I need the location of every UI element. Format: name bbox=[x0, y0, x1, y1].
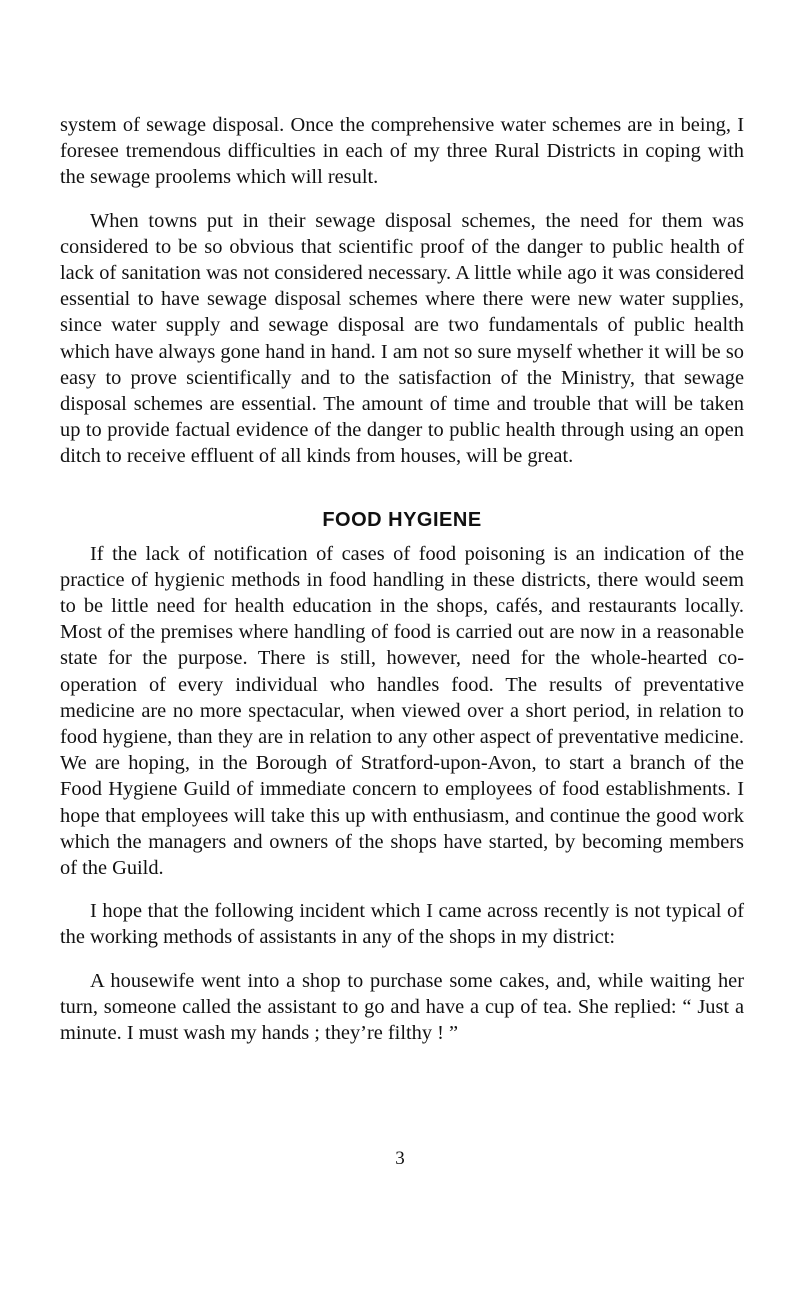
page-number: 3 bbox=[395, 1148, 405, 1169]
paragraph-food-hygiene: If the lack of notification of cases of food poisoning is an indication of the practice of hygienic methods in food handling in these districts, there would seem to be little need for health education in the shops, cafés, and restaurants locally. Most of the premises where handling of food is carried out are now in a reasonable state for the purpose. There is still, however, need for the whole-hearted co-operation of every individual who handles food. The results of preventative medicine are no more spectacular, when viewed over a short period, in relation to food hygiene, than they are in relation to any other aspect of preventative medicine. We are hoping, in the Borough of Stratford-upon-Avon, to start a branch of the Food Hygiene Guild of immediate concern to employees of food establishments. I hope that employees will take this up with enthusiasm, and continue the good work which the managers and owners of the shops have started, by becoming members of the Guild. bbox=[60, 542, 744, 880]
paragraph-incident-story: A housewife went into a shop to purchase some cakes, and, while waiting her turn, someone called the assistant to go and have a cup of tea. She replied: “ Just a minute. I must wash my hands ; they’re filthy ! ” bbox=[60, 969, 744, 1045]
section-heading-food-hygiene: FOOD HYGIENE bbox=[322, 508, 482, 531]
paragraph-sewage-schemes: When towns put in their sewage disposal schemes, the need for them was considered to be so obvious that scientific proof of the danger to public health of lack of sanitation was not considered necessary. A little while ago it was considered essential to have sewage disposal schemes where there were new water supplies, since water supply and sewage disposal are two fundamentals of public health which have always gone hand in hand. I am not so sure myself whether it will be so easy to prove scientifically and to the satisfaction of the Ministry, that sewage disposal schemes are essential. The amount of time and trouble that will be taken up to provide factual evidence of the danger to public health through using an open ditch to receive effluent of all kinds from houses, will be great. bbox=[60, 209, 744, 468]
paragraph-sewage-intro: system of sewage disposal. Once the comprehensive water schemes are in being, I foresee tremendous difficulties in each of my three Rural Districts in coping with the sewage proolems which will result. bbox=[60, 114, 744, 189]
paragraph-incident-intro: I hope that the following incident which I came across recently is not typical of the working methods of assistants in any of the shops in my district: bbox=[60, 900, 744, 949]
document-page bbox=[60, 112, 744, 1046]
